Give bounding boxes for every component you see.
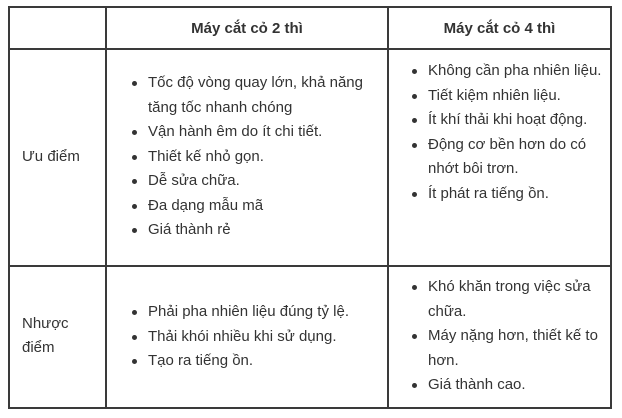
- list-item: Vận hành êm do ít chi tiết.: [132, 120, 377, 145]
- list-item: Tạo ra tiếng ồn.: [132, 349, 377, 374]
- list-item: Ít khí thải khi hoạt động.: [412, 108, 604, 133]
- list-item: Giá thành cao.: [412, 373, 604, 398]
- row-label-advantages: Ưu điểm: [22, 148, 80, 165]
- list-item: Ít phát ra tiếng ồn.: [412, 182, 604, 207]
- header-four-stroke: Máy cắt cỏ 4 thì: [443, 19, 556, 37]
- list-item: Máy nặng hơn, thiết kế to hơn.: [412, 324, 604, 373]
- list-item: Động cơ bền hơn do có nhớt bôi trơn.: [412, 133, 604, 182]
- header-two-stroke: Máy cắt cỏ 2 thì: [191, 19, 303, 37]
- list-item: Tiết kiệm nhiên liệu.: [412, 84, 604, 109]
- col-divider-1: [105, 6, 107, 409]
- list-item: Thải khói nhiều khi sử dụng.: [132, 325, 377, 350]
- list-item: Tốc độ vòng quay lớn, khả năng tăng tốc nhanh chóng: [132, 71, 377, 120]
- row-label-disadvantages: Nhược điểm: [22, 315, 69, 356]
- list-item: Giá thành rẻ: [132, 218, 377, 243]
- list-item: Thiết kế nhỏ gọn.: [132, 145, 377, 170]
- list-item: Phải pha nhiên liệu đúng tỷ lệ.: [132, 300, 377, 325]
- col-divider-2: [387, 6, 389, 409]
- four-stroke-disadvantages-list: [412, 275, 604, 398]
- table-border-right: [610, 6, 612, 409]
- list-item: Dễ sửa chữa.: [132, 169, 377, 194]
- two-stroke-advantages-list: [132, 71, 377, 243]
- list-item: Khó khăn trong việc sửa chữa.: [412, 275, 604, 324]
- two-stroke-disadvantages-list: [132, 300, 377, 374]
- header-divider-dark: [8, 48, 612, 50]
- table-border-left: [8, 6, 10, 409]
- table-border-bottom: [8, 407, 612, 409]
- list-item: Không cần pha nhiên liệu.: [412, 59, 604, 84]
- row-divider: [8, 265, 612, 267]
- four-stroke-advantages-list: [412, 59, 604, 206]
- header-empty-cell: [10, 8, 105, 48]
- list-item: Đa dạng mẫu mã: [132, 194, 377, 219]
